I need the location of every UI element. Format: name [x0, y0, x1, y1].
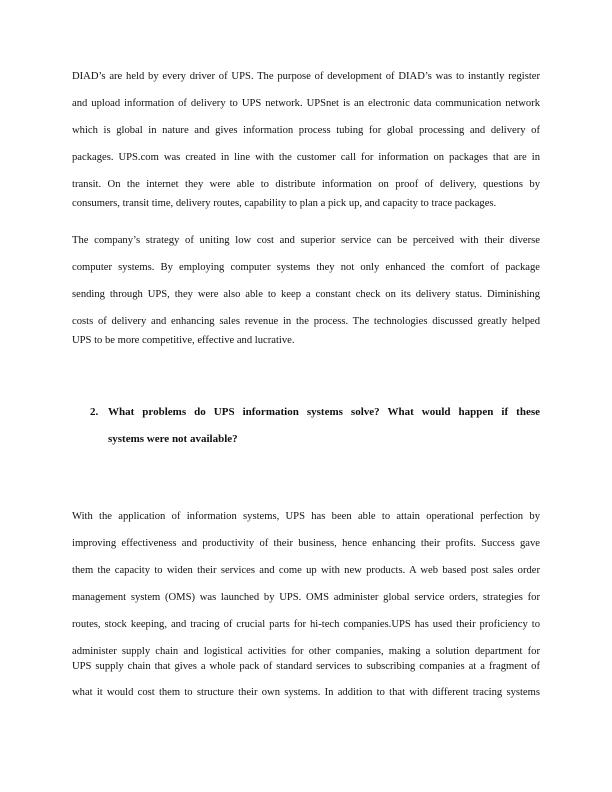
text-line: packages. UPS.com was created in line with the customer call for information on packages that are in: [72, 152, 540, 163]
text-line: and upload information of delivery to UPS network. UPSnet is an electronic data communication network: [72, 98, 540, 109]
text-line: improving effectiveness and productivity of their business, hence enhancing their profits. Success gave: [72, 538, 540, 549]
heading-line: What problems do UPS information systems solve? What would happen if these: [108, 406, 540, 418]
text-line: DIAD’s are held by every driver of UPS. The purpose of development of DIAD’s was to instantly register: [72, 71, 540, 82]
heading-number: 2.: [90, 406, 99, 418]
text-line: what it would cost them to structure their own systems. In addition to that with different tracing systems: [72, 687, 540, 698]
text-line: consumers, transit time, delivery routes, capability to plan a pick up, and capacity to trace packages.: [72, 198, 497, 209]
heading-line: systems were not available?: [108, 433, 238, 445]
text-line: UPS supply chain that gives a whole pack of standard services to subscribing companies at a fragment of: [72, 661, 540, 672]
text-line: them the capacity to widen their services and come up with new products. A web based post sales order: [72, 565, 540, 576]
text-line: costs of delivery and enhancing sales revenue in the process. The technologies discussed greatly helped: [72, 316, 540, 327]
text-line: which is global in nature and gives information process tubing for global processing and delivery of: [72, 125, 540, 136]
text-line: computer systems. By employing computer systems they not only enhanced the comfort of package: [72, 262, 540, 273]
text-line: UPS to be more competitive, effective and lucrative.: [72, 335, 295, 346]
text-line: routes, stock keeping, and tracing of crucial parts for hi-tech companies.UPS has used their proficiency to: [72, 619, 540, 630]
text-line: sending through UPS, they were also able to keep a constant check on its delivery status. Diminishing: [72, 289, 540, 300]
text-line: The company’s strategy of uniting low cost and superior service can be perceived with their diverse: [72, 235, 540, 246]
text-line: With the application of information systems, UPS has been able to attain operational perfection by: [72, 511, 540, 522]
text-line: management system (OMS) was launched by UPS. OMS administer global service orders, strategies for: [72, 592, 540, 603]
text-line: administer supply chain and logistical activities for other companies, making a solution department for: [72, 646, 540, 657]
text-line: transit. On the internet they were able to distribute information on proof of delivery, questions by: [72, 179, 540, 190]
